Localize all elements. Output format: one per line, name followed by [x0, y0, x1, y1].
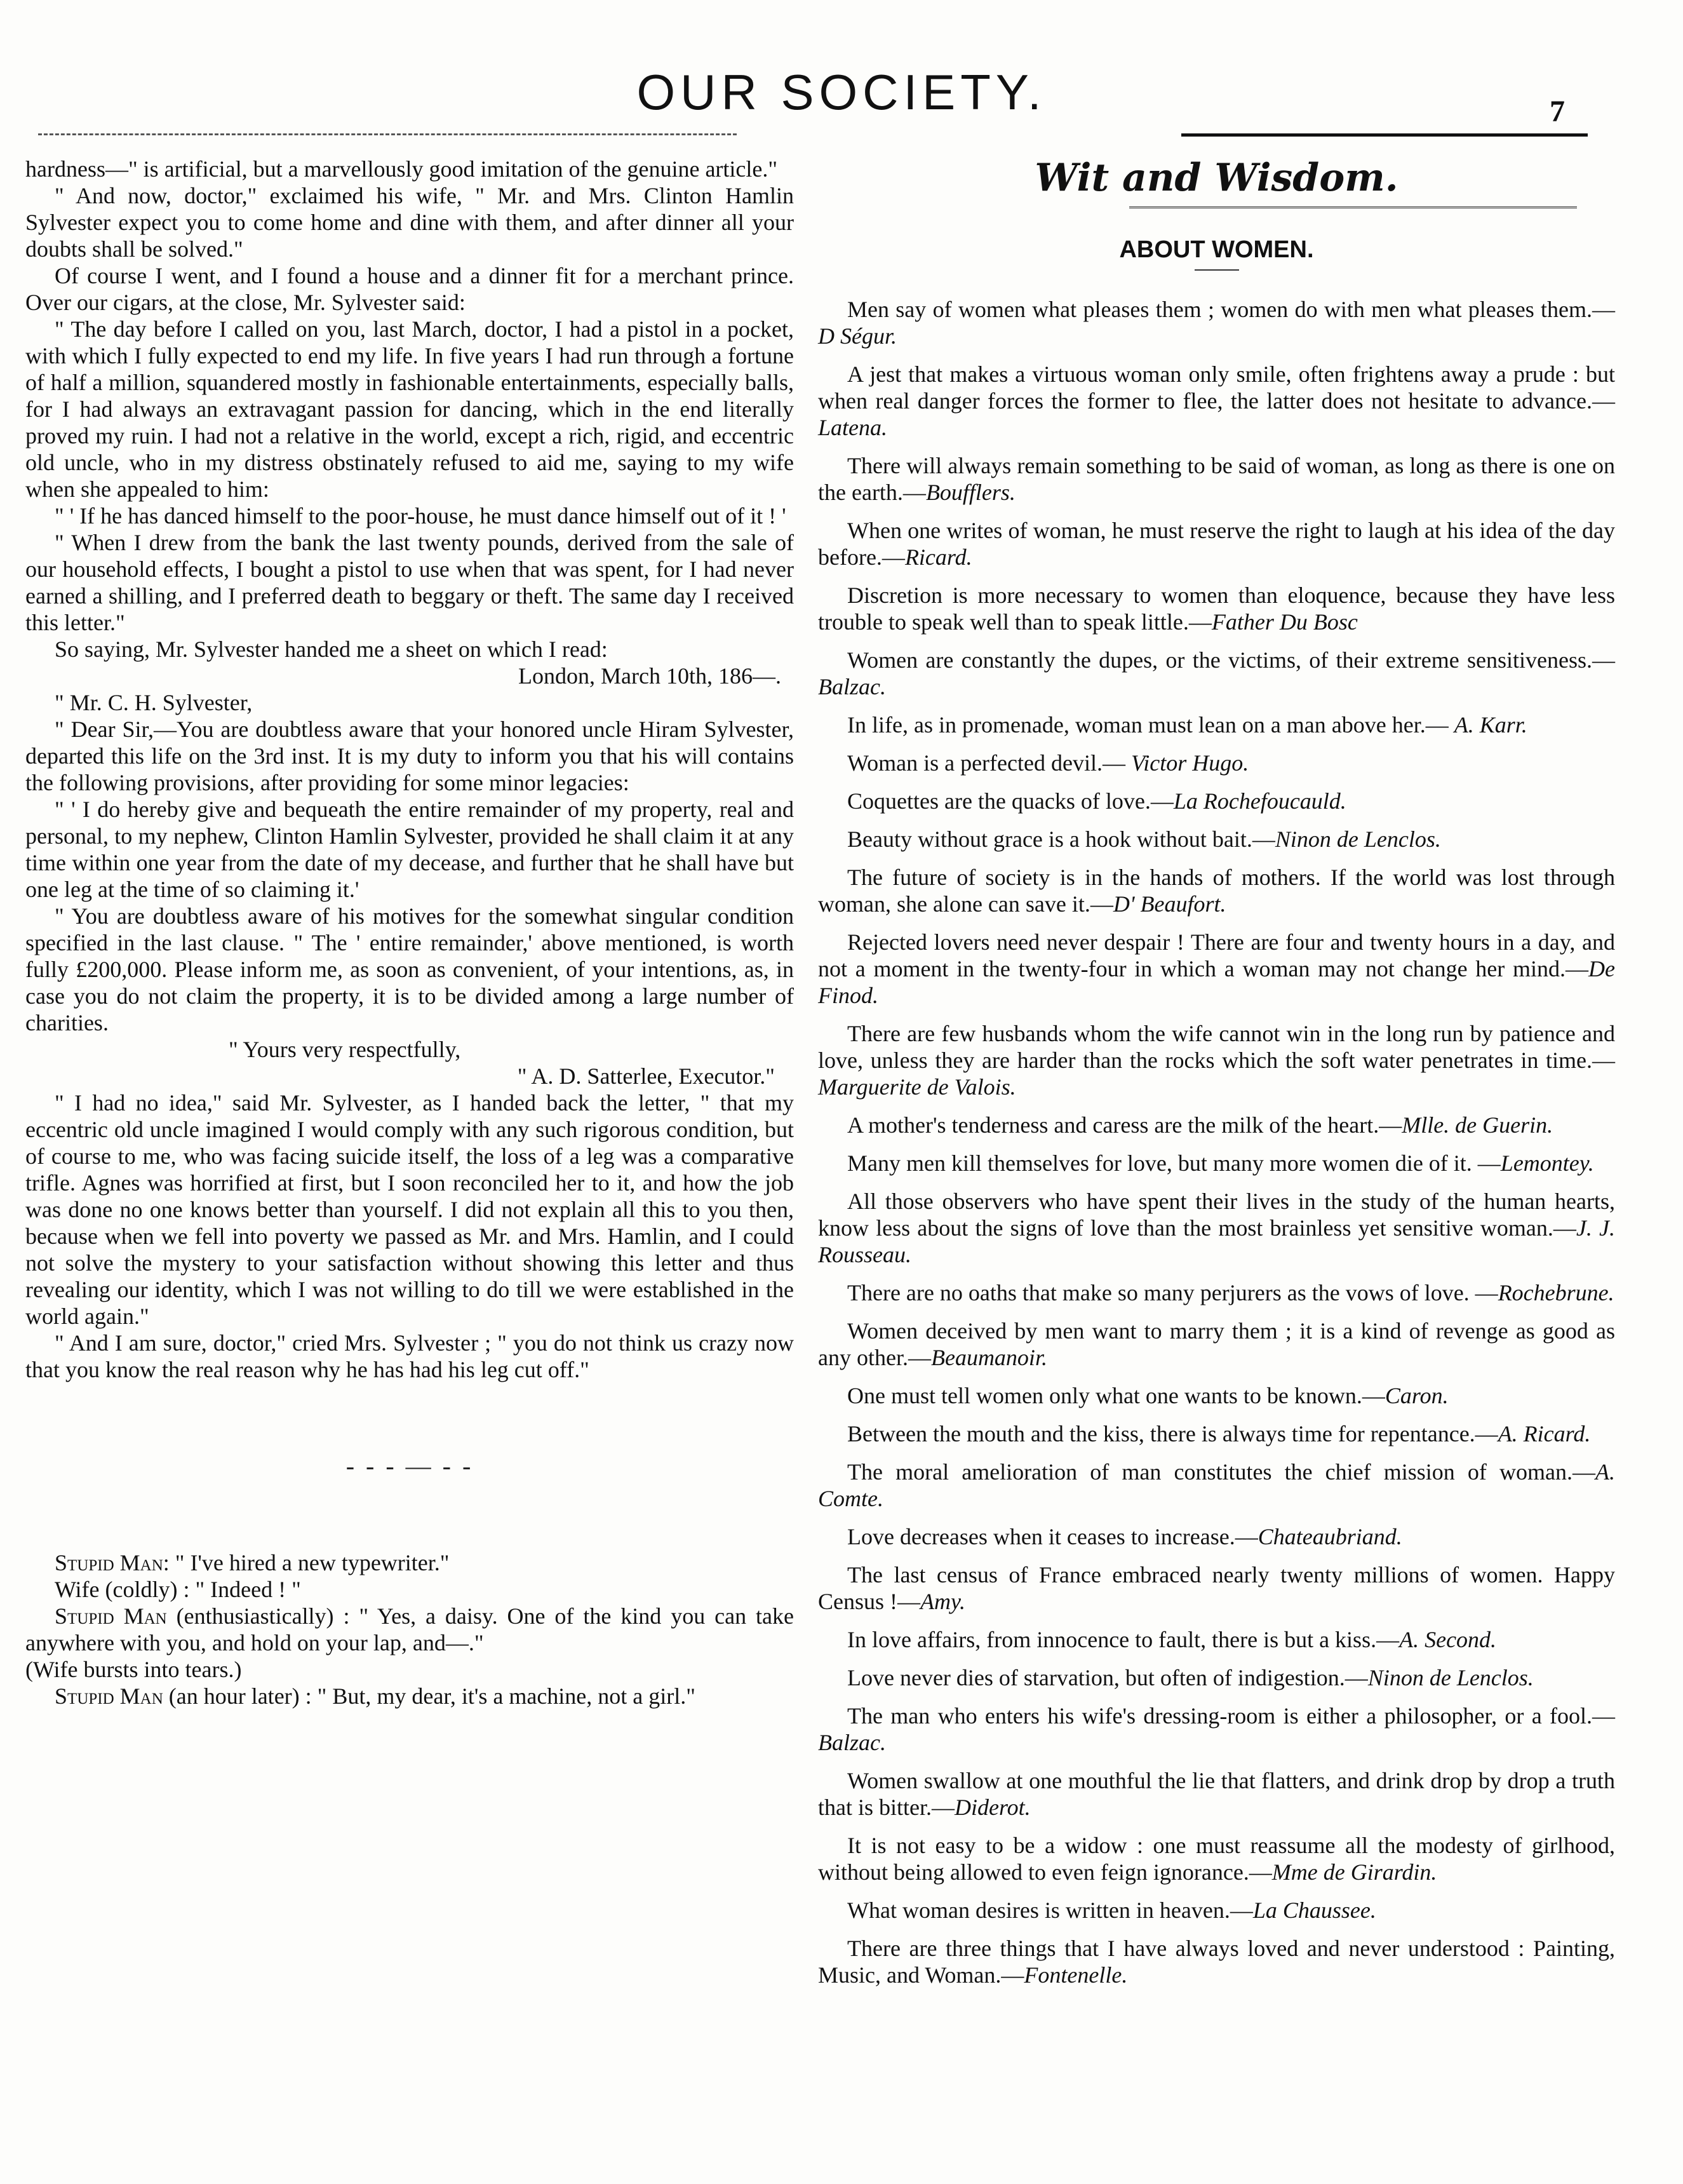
quote	[818, 1523, 1615, 1550]
quote-text: A mother's tenderness and caress are the milk of the heart.—	[847, 1112, 1402, 1138]
quote-text: The man who enters his wife's dressing-room is either a philosopher, or a fool.—	[847, 1703, 1615, 1729]
quote	[818, 1188, 1615, 1268]
quote	[818, 296, 1615, 349]
quote-text: In love affairs, from innocence to fault, there is but a kiss.—	[847, 1627, 1400, 1652]
quote	[818, 1150, 1615, 1176]
quote	[818, 1420, 1615, 1447]
joke-block	[25, 1549, 794, 1709]
left-column	[25, 156, 794, 1709]
quote	[818, 1702, 1615, 1756]
quote	[818, 788, 1615, 814]
quote-text: A jest that makes a virtuous woman only smile, often frightens away a prude : but when real danger forces the former to flee, the latter does not hesitate to advance.—	[818, 361, 1615, 414]
quote	[818, 517, 1615, 570]
quote-list	[818, 296, 1615, 1988]
quote-text: There are no oaths that make so many perjurers as the vows of love. —	[847, 1280, 1498, 1305]
story-paragraph: " I had no idea," said Mr. Sylvester, as I handed back the letter, " that my eccentric old uncle imagined I would comply with any such rigorous condition, but of course to me, who was facing suicide itself, the loss of a leg was a comparative trifle. Agnes was horrified at first, but I soon reconciled her to it, and how the job was done no one knows better than yourself. I did not explain all this to you then, because when we fell into poverty we passed as Mr. and Mrs. Hamlin, and I could not solve the mystery to your satisfaction without showing this letter and thus revealing our identity, which I was not willing to do till we were established in the world again."	[25, 1090, 794, 1329]
quote	[818, 361, 1615, 441]
quote	[818, 647, 1615, 700]
letter-closing: " Yours very respectfully,	[229, 1037, 461, 1062]
letter-paragraph: " You are doubtless aware of his motives for the somewhat singular condition specified in the last clause. " The ' entire remainder,' above mentioned, is worth fully £200,000. Please inform me, as soon as convenient, of your intentions, as, in case you do not claim the property, it is to be divided among a large number of charities.	[25, 903, 794, 1035]
story-paragraph: " And now, doctor," exclaimed his wife, " Mr. and Mrs. Clinton Hamlin Sylvester expect you to come home and dine with them, and after dinner all your doubts shall be solved."	[25, 183, 794, 262]
joke-line	[25, 1549, 794, 1576]
joke-speaker: Wife	[55, 1577, 100, 1602]
quote	[818, 1020, 1615, 1100]
quote-author: A. Comte.	[818, 1459, 1615, 1511]
quote-author: Balzac.	[818, 1730, 886, 1755]
page-number: 7	[1550, 95, 1565, 128]
quote	[818, 1897, 1615, 1924]
letter-signature: " A. D. Satterlee, Executor."	[517, 1063, 775, 1089]
quote	[818, 1112, 1615, 1138]
quote-author: Ninon de Lenclos.	[1275, 826, 1441, 852]
joke-text: (Wife bursts into tears.)	[25, 1657, 242, 1682]
quote-author: La Chaussee.	[1252, 1898, 1376, 1923]
quote-author: Amy.	[920, 1589, 965, 1614]
quote-author: Rochebrune.	[1498, 1280, 1614, 1305]
story-paragraph: Of course I went, and I found a house and a dinner fit for a merchant prince. Over our cigars, at the close, Mr. Sylvester said:	[25, 263, 794, 315]
quote	[818, 1459, 1615, 1512]
quote-text: There are three things that I have always loved and never understood : Painting, Music, and Woman.—	[818, 1936, 1615, 1988]
quote	[818, 452, 1615, 506]
quote-text: Love never dies of starvation, but often of indigestion.—	[847, 1665, 1368, 1690]
quote	[818, 1664, 1615, 1691]
quote-author: Boufflers.	[925, 480, 1016, 505]
quote-author: Beaumanoir.	[930, 1345, 1047, 1370]
joke-text: : " I've hired a new typewriter."	[163, 1550, 450, 1575]
quote-author: Chateaubriand.	[1257, 1524, 1402, 1549]
quote-text: Love decreases when it ceases to increase.—	[847, 1524, 1258, 1549]
quote-text: Between the mouth and the kiss, there is always time for repentance.—	[847, 1421, 1498, 1446]
letter-dateline: London, March 10th, 186—.	[518, 663, 781, 689]
quote	[818, 1279, 1615, 1306]
quote-text: Coquettes are the quacks of love.—	[847, 788, 1174, 814]
letter-salutation: " Mr. C. H. Sylvester,	[55, 690, 253, 715]
quote	[818, 1832, 1615, 1885]
section-title-rule	[1129, 206, 1577, 211]
story-paragraph: So saying, Mr. Sylvester handed me a sheet on which I read:	[55, 637, 608, 662]
quote-author: Victor Hugo.	[1130, 750, 1249, 776]
quote-text: Rejected lovers need never despair ! There are four and twenty hours in a day, and not a moment in the twenty-four in which a woman may not change her mind.—	[818, 929, 1615, 981]
quote-author: D' Beaufort.	[1113, 891, 1226, 917]
quote-author: Fontenelle.	[1024, 1962, 1128, 1988]
joke-speaker: Stupid Man	[55, 1683, 163, 1709]
joke-text: (an hour later) : " But, my dear, it's a machine, not a girl."	[163, 1683, 695, 1709]
quote-text: There are few husbands whom the wife cannot win in the long run by patience and love, unless they are harder than the rocks which the soft water penetrates in time.—	[818, 1021, 1615, 1073]
quote-text: The moral amelioration of man constitutes the chief mission of woman.—	[847, 1459, 1595, 1485]
quote-text: Discretion is more necessary to women than eloquence, because they have less trouble to speak well than to speak little.—	[818, 583, 1615, 635]
quote	[818, 826, 1615, 853]
quote	[818, 1561, 1615, 1615]
quote-text: Many men kill themselves for love, but many more women die of it. —	[847, 1150, 1501, 1176]
joke-line	[25, 1656, 794, 1683]
quote-author: Caron.	[1385, 1383, 1449, 1408]
quote-author: Ricard.	[904, 544, 972, 570]
quote-author: A. Ricard.	[1498, 1421, 1591, 1446]
quote-author: J. J. Rousseau.	[818, 1215, 1615, 1267]
quote-author: Marguerite de Valois.	[818, 1074, 1016, 1100]
quote-text: It is not easy to be a widow : one must reassume all the modesty of girlhood, without being allowed to even feign ignorance.—	[818, 1833, 1615, 1885]
quote-author: Latena.	[818, 415, 888, 440]
quote-text: Woman is a perfected devil.—	[847, 750, 1131, 776]
joke-text: (enthusiastically) : " Yes, a daisy. One of the kind you can take anywhere with you, and hold on your lap, and—."	[25, 1603, 794, 1655]
quote-text: Beauty without grace is a hook without bait.—	[847, 826, 1275, 852]
joke-line	[25, 1576, 794, 1603]
quote-author: Diderot.	[954, 1795, 1031, 1820]
subsection-title: ABOUT WOMEN.	[1119, 236, 1314, 263]
story-paragraph: " ' If he has danced himself to the poor-house, he must dance himself out of it ! '	[55, 503, 786, 529]
quote-text: Men say of women what pleases them ; women do with men what pleases them.—	[847, 297, 1615, 322]
quote-text: Women are constantly the dupes, or the victims, of their extreme sensitiveness.—	[847, 647, 1615, 673]
story-paragraph: hardness—" is artificial, but a marvellously good imitation of the genuine article."	[25, 156, 778, 182]
section-title: Wit and Wisdom.	[1035, 156, 1398, 200]
story-paragraph: " And I am sure, doctor," cried Mrs. Sylvester ; " you do not think us crazy now that you know the real reason why he has had his leg cut off."	[25, 1330, 794, 1382]
quote-text: The future of society is in the hands of mothers. If the world was lost through woman, she alone can save it.—	[818, 865, 1615, 917]
quote-text: Women deceived by men want to marry them ; it is a kind of revenge as good as any other.—	[818, 1318, 1615, 1370]
quote-text: The last census of France embraced nearly twenty millions of women. Happy Census !—	[818, 1562, 1615, 1614]
joke-line	[25, 1683, 794, 1709]
quote	[818, 1935, 1615, 1988]
quote	[818, 750, 1615, 776]
quote-author: Balzac.	[818, 674, 886, 699]
page-title: OUR SOCIETY.	[636, 64, 1047, 120]
right-column	[818, 156, 1615, 2000]
quote-text: Women swallow at one mouthful the lie that flatters, and drink drop by drop a truth that is bitter.—	[818, 1768, 1615, 1820]
quote-author: D Ségur.	[818, 323, 897, 349]
letter-paragraph: " ' I do hereby give and bequeath the entire remainder of my property, real and personal, to my nephew, Clinton Hamlin Sylvester, provided he shall claim it at any time within one year from the date of my decease, and further that he shall have but one leg at the time of so claiming it.'	[25, 797, 794, 902]
quote-author: A. Second.	[1399, 1627, 1497, 1652]
quote	[818, 1767, 1615, 1821]
quote-author: De Finod.	[818, 956, 1615, 1008]
quote	[818, 929, 1615, 1009]
quote-author: Father Du Bosc	[1211, 609, 1358, 635]
joke-speaker: Stupid Man	[55, 1603, 167, 1629]
quote-author: Ninon de Lenclos.	[1367, 1665, 1534, 1690]
joke-text: (coldly) : " Indeed ! "	[99, 1577, 301, 1602]
quote-author: Mlle. de Guerin.	[1402, 1112, 1553, 1138]
letter-paragraph: " Dear Sir,—You are doubtless aware that your honored uncle Hiram Sylvester, departed this life on the 3rd inst. It is my duty to inform you that his will contains the following provisions, after providing for some minor legacies:	[25, 717, 794, 795]
quote	[818, 711, 1615, 738]
quote	[818, 864, 1615, 917]
quote-author: A. Karr.	[1454, 712, 1527, 738]
header-rule-left	[38, 133, 737, 135]
quote-author: Mme de Girardin.	[1271, 1859, 1437, 1885]
joke-line	[25, 1603, 794, 1656]
quote	[818, 582, 1615, 635]
subsection-rule	[1195, 269, 1239, 271]
quote-author: Lemontey.	[1500, 1150, 1594, 1176]
quote-text: One must tell women only what one wants to be known.—	[847, 1383, 1385, 1408]
quote	[818, 1382, 1615, 1409]
quote-text: There will always remain something to be said of woman, as long as there is one on the earth.—	[818, 453, 1615, 505]
quote-author: La Rochefoucauld.	[1173, 788, 1346, 814]
joke-speaker: Stupid Man	[55, 1550, 163, 1575]
quote-text: In life, as in promenade, woman must lean on a man above her.—	[847, 712, 1454, 738]
quote-text: All those observers who have spent their lives in the study of the human hearts, know less about the signs of love than the most brainless yet sensitive woman.—	[818, 1189, 1615, 1241]
quote-text: What woman desires is written in heaven.—	[847, 1898, 1253, 1923]
quote-text: When one writes of woman, he must reserve the right to laugh at his idea of the day before.—	[818, 518, 1615, 570]
section-divider: - - - — - -	[345, 1452, 474, 1480]
quote	[818, 1626, 1615, 1653]
quote	[818, 1318, 1615, 1371]
story-paragraph: " When I drew from the bank the last twenty pounds, derived from the sale of our household effects, I bought a pistol to use when that was spent, for I had never earned a shilling, and I preferred death to beggary or theft. The same day I received this letter."	[25, 530, 794, 635]
story-paragraph: " The day before I called on you, last March, doctor, I had a pistol in a pocket, with which I fully expected to end my life. In five years I had run through a fortune of half a million, squandered mostly in fashionable entertainments, especially balls, for I had always an extravagant passion for dancing, which in the end literally proved my ruin. I had not a relative in the world, except a rich, rigid, and eccentric old uncle, who in my distress obstinately refused to aid me, saying to my wife when she appealed to him:	[25, 316, 794, 502]
header-rule-right	[1181, 133, 1588, 137]
